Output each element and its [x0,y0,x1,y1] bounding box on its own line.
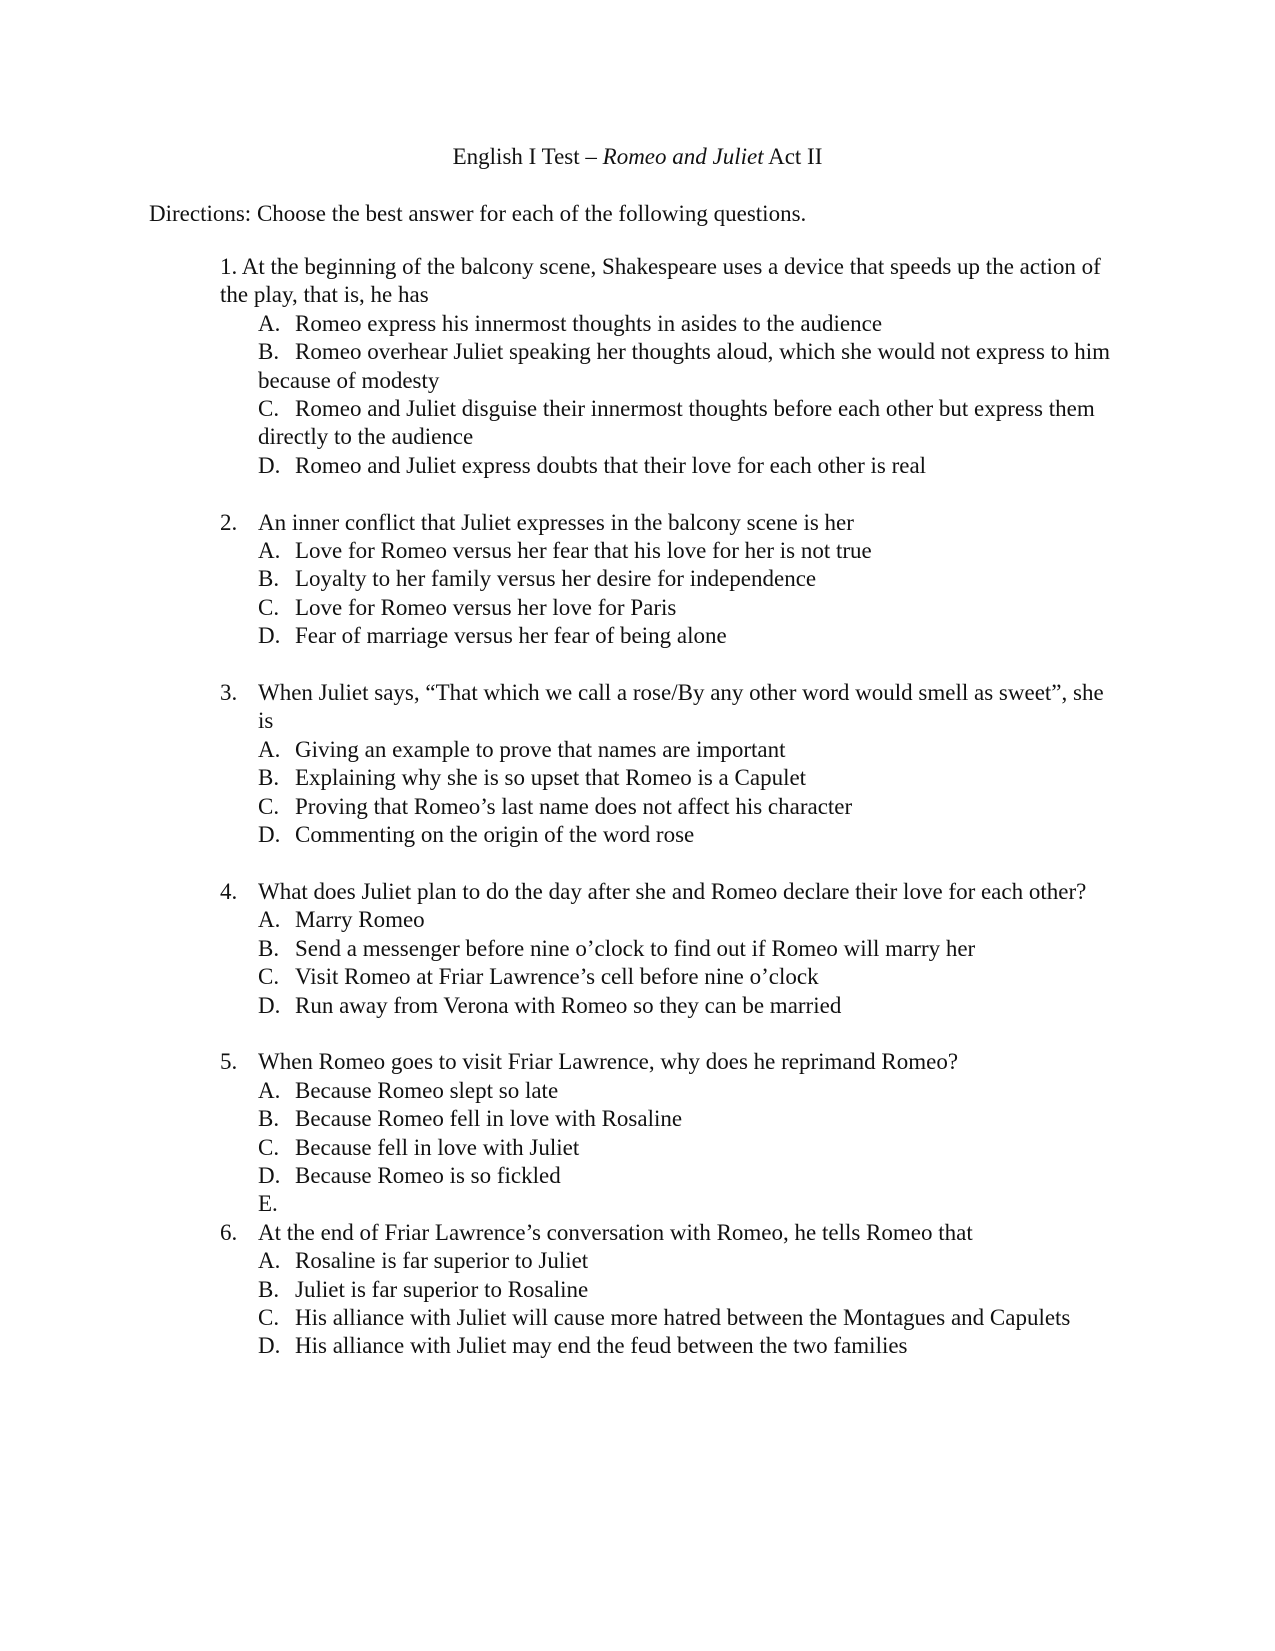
option-d [220,821,1115,849]
question-text: When Juliet says, “That which we call a rose/By any other word would smell as sweet”, she is [258,680,1104,734]
question-number: 5. [220,1049,238,1075]
option-text: Love for Romeo versus her fear that his love for her is not true [295,538,872,564]
question-text: An inner conflict that Juliet expresses in the balcony scene is her [258,509,854,535]
option-text: Fear of marriage versus her fear of being alone [295,623,727,649]
option-c [220,793,1115,821]
option-text: Romeo express his innermost thoughts in asides to the audience [295,310,883,336]
option-text: His alliance with Juliet may end the feud between the two families [295,1333,908,1359]
option-letter: C. [258,396,280,422]
option-letter: B. [258,935,280,961]
option-b [220,1276,1115,1304]
option-a [220,1077,1115,1105]
option-text: Explaining why she is so upset that Romeo is a Capulet [295,765,807,791]
option-letter: A. [258,1248,281,1274]
option-text: Visit Romeo at Friar Lawrence’s cell before nine o’clock [295,964,819,990]
title-suffix: Act II [763,144,823,169]
option-text: Love for Romeo versus her love for Paris [295,594,677,620]
question-5 [220,1048,1115,1218]
page-title [0,143,1275,171]
question-number: 2. [220,509,238,535]
option-text: Juliet is far superior to Rosaline [295,1276,589,1302]
option-d [220,452,1115,480]
option-d [220,622,1115,650]
option-text: Because Romeo fell in love with Rosaline [295,1106,683,1132]
question-stem [220,679,1115,736]
question-stem [220,878,1115,906]
option-a [220,736,1115,764]
question-number: 3. [220,680,238,706]
option-text: Loyalty to her family versus her desire for independence [295,566,817,592]
option-text: Romeo and Juliet disguise their innermost thoughts before each other but express them directly to the audience [258,396,1095,450]
question-number: 4. [220,878,238,904]
option-letter: B. [258,1276,280,1302]
option-letter: C. [258,793,280,819]
option-a [220,310,1115,338]
option-letter: D. [258,1333,281,1359]
option-letter: A. [258,736,281,762]
option-text: Romeo overhear Juliet speaking her thoughts aloud, which she would not express to him because of modesty [258,339,1111,393]
option-letter: C. [258,1304,280,1330]
option-c [220,1134,1115,1162]
option-letter: D. [258,1162,281,1188]
question-stem [220,509,1115,537]
option-text: Marry Romeo [295,907,425,933]
option-letter: A. [258,907,281,933]
question-text: At the beginning of the balcony scene, Shakespeare uses a device that speeds up the action of the play, that is, he has [220,254,1101,308]
option-c [220,1304,1115,1332]
option-letter: E. [258,1191,278,1217]
option-letter: B. [258,566,280,592]
option-text: Because Romeo slept so late [295,1077,559,1103]
option-b [220,935,1115,963]
option-a [220,906,1115,934]
option-text: Because fell in love with Juliet [295,1134,580,1160]
option-letter: D. [258,822,281,848]
option-text: His alliance with Juliet will cause more hatred between the Montagues and Capulets [295,1304,1071,1330]
option-a [220,537,1115,565]
title-prefix: English I Test – [452,144,603,169]
option-c [220,594,1115,622]
option-letter: D. [258,623,281,649]
option-text: Romeo and Juliet express doubts that their love for each other is real [295,452,927,478]
option-letter: C. [258,1134,280,1160]
option-text: Giving an example to prove that names are important [295,736,786,762]
option-text: Commenting on the origin of the word rose [295,822,695,848]
question-number: 1. [220,254,238,279]
question-text: What does Juliet plan to do the day after she and Romeo declare their love for each other? [258,878,1087,904]
question-text: When Romeo goes to visit Friar Lawrence, why does he reprimand Romeo? [258,1049,959,1075]
option-letter: A. [258,1077,281,1103]
option-letter: A. [258,310,281,336]
option-d [220,992,1115,1020]
option-c [220,963,1115,991]
option-b [220,1105,1115,1133]
option-d [220,1162,1115,1190]
question-2 [220,509,1115,651]
question-stem [220,1219,1115,1247]
option-letter: B. [258,1106,280,1132]
option-letter: C. [258,964,280,990]
option-b [220,338,1115,395]
question-6 [220,1219,1115,1361]
option-a [220,1247,1115,1275]
option-text: Proving that Romeo’s last name does not affect his character [295,793,853,819]
option-letter: D. [258,992,281,1018]
option-letter: B. [258,339,280,365]
title-italic: Romeo and Juliet [602,144,764,169]
option-letter: A. [258,538,281,564]
question-1 [220,253,1115,480]
option-text: Because Romeo is so fickled [295,1162,561,1188]
option-c [220,395,1115,452]
option-letter: D. [258,452,281,478]
question-number: 6. [220,1219,238,1245]
option-d [220,1332,1115,1360]
option-text: Rosaline is far superior to Juliet [295,1248,589,1274]
option-text: Run away from Verona with Romeo so they can be married [295,992,842,1018]
question-4 [220,878,1115,1020]
directions: Directions: Choose the best answer for each of the following questions. [149,201,807,226]
option-b [220,565,1115,593]
question-list [220,253,1115,1389]
option-letter: C. [258,594,280,620]
question-stem [220,1048,1115,1076]
option-e [220,1190,1115,1218]
option-letter: B. [258,765,280,791]
option-b [220,764,1115,792]
question-stem [220,253,1115,310]
question-3 [220,679,1115,849]
option-text: Send a messenger before nine o’clock to find out if Romeo will marry her [295,935,976,961]
question-text: At the end of Friar Lawrence’s conversation with Romeo, he tells Romeo that [258,1219,973,1245]
